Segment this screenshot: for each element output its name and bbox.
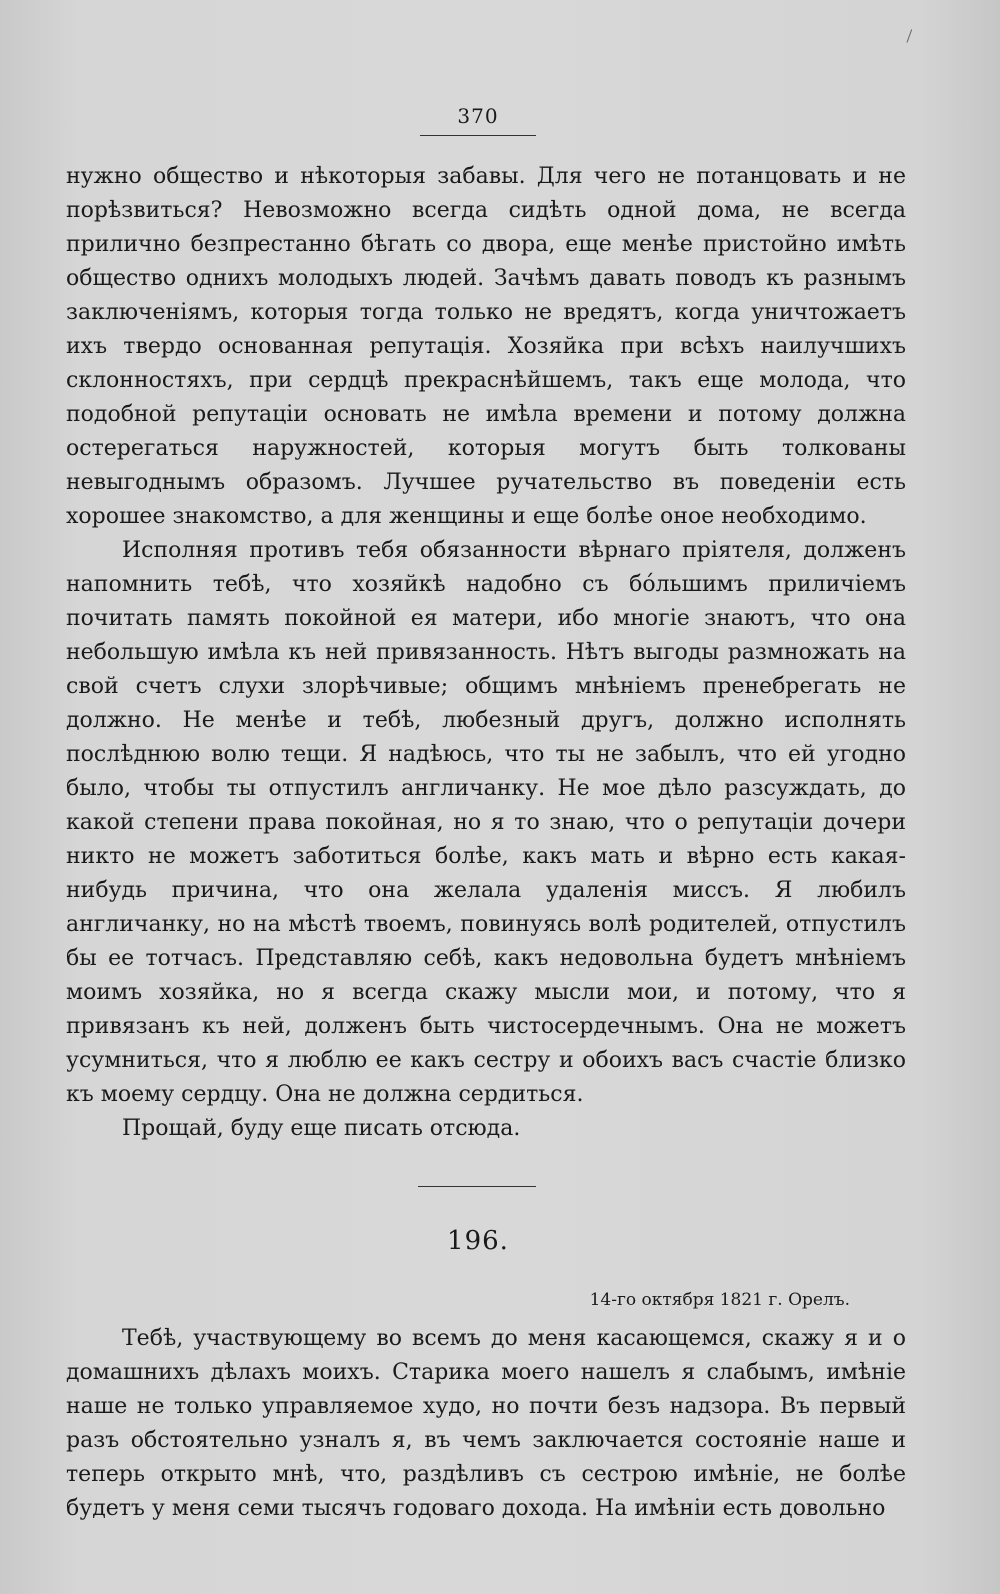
paragraph: Тебѣ, участвующему во всемъ до меня касающемся, скажу я и о домашнихъ дѣлахъ моихъ. Старика моего нашелъ я слабымъ, имѣнiе наше не только управляемое худо, но почти безъ надзора. Въ первый разъ обстоятельно узналъ я, въ чемъ заключается состоянiе наше и теперь открыто мнѣ, что, раздѣливъ съ сестрою имѣнiе, не болѣе будетъ у меня семи тысячъ годоваго дохода. На имѣнiи есть довольно: [66, 1326, 906, 1521]
section-rule: [418, 1186, 536, 1187]
paragraph: Прощай, буду еще писать отсюда.: [122, 1116, 521, 1141]
header-rule: [420, 135, 536, 136]
letter-196-body: [66, 1322, 906, 1526]
paragraph: нужно общество и нѣкоторыя забавы. Для чего не потанцовать и не порѣзвиться? Невозможно всегда сидѣть одной дома, не всегда прилично безпрестанно бѣгать со двора, еще менѣе пристойно имѣть общество однихъ молодыхъ людей. Зачѣмъ давать поводъ къ разнымъ заключенiямъ, которыя тогда только не вредятъ, когда уничтожаетъ ихъ твердо основанная репутацiя. Хозяйка при всѣхъ наилучшихъ склонностяхъ, при сердцѣ прекраснѣйшемъ, такъ еще молода, что подобной репутацiи основать не имѣла времени и потому должна остерегаться наружностей, которыя могутъ быть толкованы невыгоднымъ образомъ. Лучшее ручательство въ поведенiи есть хорошее знакомство, а для женщины и еще болѣе оное необходимо.: [66, 164, 906, 529]
letter-195-tail: [66, 160, 906, 1146]
letter-number: 196.: [447, 1226, 509, 1256]
letter-dateline: 14-го октября 1821 г. Орелъ.: [589, 1290, 850, 1310]
corner-mark: [901, 27, 912, 43]
paragraph: Исполняя противъ тебя обязанности вѣрнаго прiятеля, долженъ напомнить тебѣ, что хозяйкѣ надобно съ бо́льшимъ приличiемъ почитать память покойной ея матери, ибо многiе знаютъ, что она небольшую имѣла къ ней привязанность. Нѣтъ выгоды размножать на свой счетъ слухи злорѣчивые; общимъ мнѣнiемъ пренебрегать не должно. Не менѣе и тебѣ, любезный другъ, должно исполнять послѣднюю волю тещи. Я надѣюсь, что ты не забылъ, что ей угодно было, чтобы ты отпустилъ англичанку. Не мое дѣло разсуждать, до какой степени права покойная, но я то знаю, что о репутацiи дочери никто не можетъ заботиться болѣе, какъ мать и вѣрно есть какая-нибудь причина, что она желала удаленiя миссъ. Я любилъ англичанку, но на мѣстѣ твоемъ, повинуясь волѣ родителей, отпустилъ бы ее тотчасъ. Представляю себѣ, какъ недовольна будетъ мнѣнiемъ моимъ хозяйка, но я всегда скажу мысли мои, и потому, что я привязанъ къ ней, долженъ быть чистосердечнымъ. Она не можетъ усумниться, что я люблю ее какъ сестру и обоихъ васъ счастiе близко къ моему сердцу. Она не должна сердиться.: [66, 538, 906, 1107]
page-number: 370: [457, 104, 499, 128]
